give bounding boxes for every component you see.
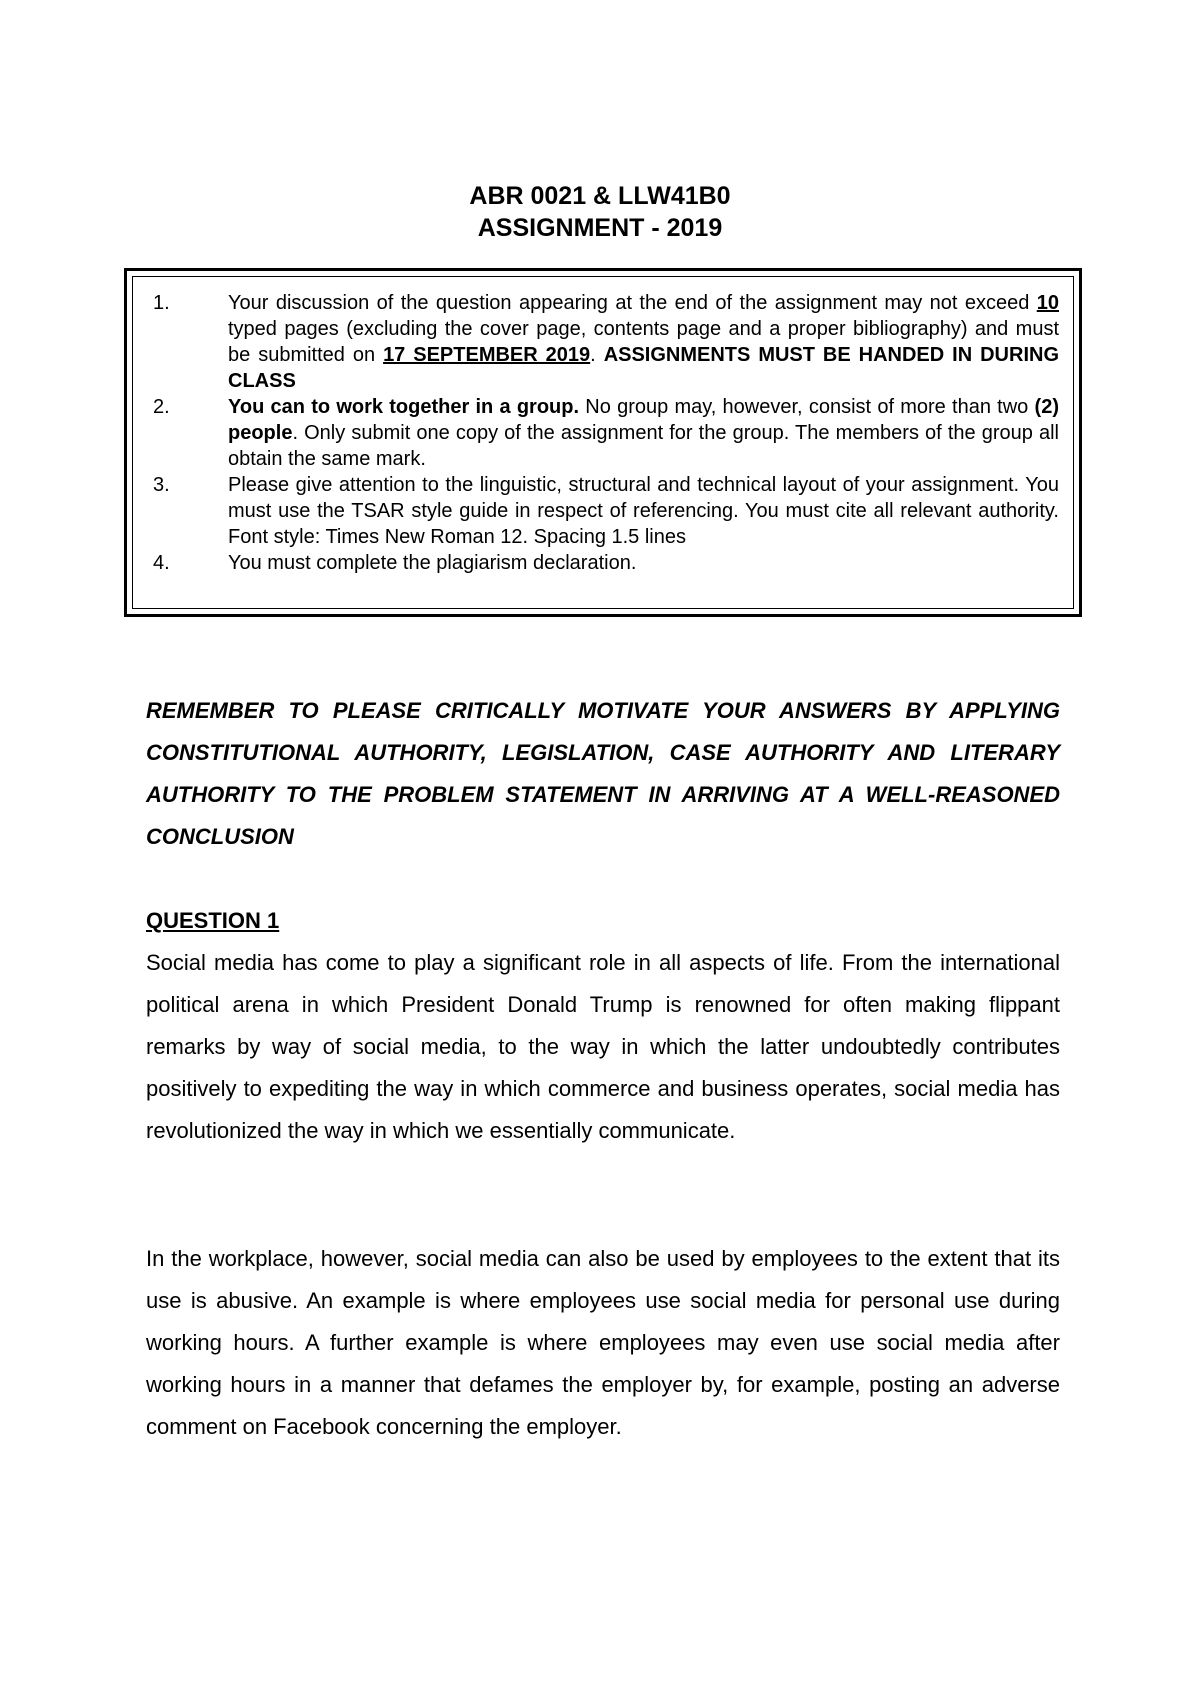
question-heading: QUESTION 1 — [146, 908, 280, 933]
instruction-item — [153, 290, 1059, 394]
question-paragraph-2: In the workplace, however, social media can also be used by employees to the extent that its use is abusive. An example is where employees use social media for personal use during working hours. A further example is where employees may even use social media after working hours in a manner that defames the employer by, for example, posting an adverse comment on Facebook concerning the employer. — [146, 1246, 1060, 1439]
page-limit: 10 — [1036, 292, 1059, 314]
instructions-list — [153, 290, 1059, 576]
instruction-item — [153, 394, 1059, 472]
assignment-title: ASSIGNMENT - 2019 — [477, 214, 723, 242]
remember-notice: REMEMBER TO PLEASE CRITICALLY MOTIVATE YOUR ANSWERS BY APPLYING CONSTITUTIONAL AUTHORITY, LEGISLATION, CASE AUTHORITY AND LITERARY AUTHORITY TO THE PROBLEM STATEMENT IN ARRIVING AT A WELL-REASONED CONCLUSION — [146, 698, 1060, 849]
question-paragraph-1: Social media has come to play a significant role in all aspects of life. From the international political arena in which President Donald Trump is renowned for often making flippant remarks by way of social media, to the way in which the latter undoubtedly contributes positively to expediting the way in which commerce and business operates, social media has revolutionized the way in which we essentially communicate. — [146, 950, 1060, 1143]
instruction-text — [228, 394, 1059, 472]
instruction-text — [228, 290, 1059, 394]
instruction-text-part: typed pages (excluding the cover page, contents page and a proper bibliography) and must be submitted on — [228, 318, 1059, 366]
instruction-text-part: . Only submit one copy of the assignment for the group. The members of the group all obtain the same mark. — [228, 422, 1059, 470]
hand-in-notice: ASSIGNMENTS MUST BE HANDED IN DURING CLASS — [228, 344, 1059, 392]
group-work-notice: You can to work together in a group. — [228, 396, 580, 418]
instructions-box — [124, 268, 1082, 617]
instruction-text: You must complete the plagiarism declaration. — [228, 552, 637, 574]
instruction-text: Please give attention to the linguistic, structural and technical layout of your assignment. You must use the TSAR style guide in respect of referencing. You must cite all relevant authority. Font style: Times New Roman 12. Spacing 1.5 lines — [228, 474, 1059, 548]
instructions-box-inner — [132, 276, 1074, 609]
instruction-text-part: . — [590, 344, 604, 366]
due-date: 17 SEPTEMBER 2019 — [383, 344, 591, 366]
instruction-text-part: No group may, however, consist of more than two — [579, 396, 1035, 418]
course-code-title: ABR 0021 & LLW41B0 — [469, 182, 731, 210]
instruction-text-part: Your discussion of the question appearing at the end of the assignment may not exceed — [228, 292, 1037, 314]
instruction-number: 2. — [153, 396, 170, 418]
instruction-number: 4. — [153, 552, 170, 574]
instruction-number: 3. — [153, 474, 170, 496]
instruction-item — [153, 550, 1059, 576]
group-size: (2) people — [228, 396, 1059, 444]
instruction-item — [153, 472, 1059, 550]
instruction-number: 1. — [153, 292, 170, 314]
